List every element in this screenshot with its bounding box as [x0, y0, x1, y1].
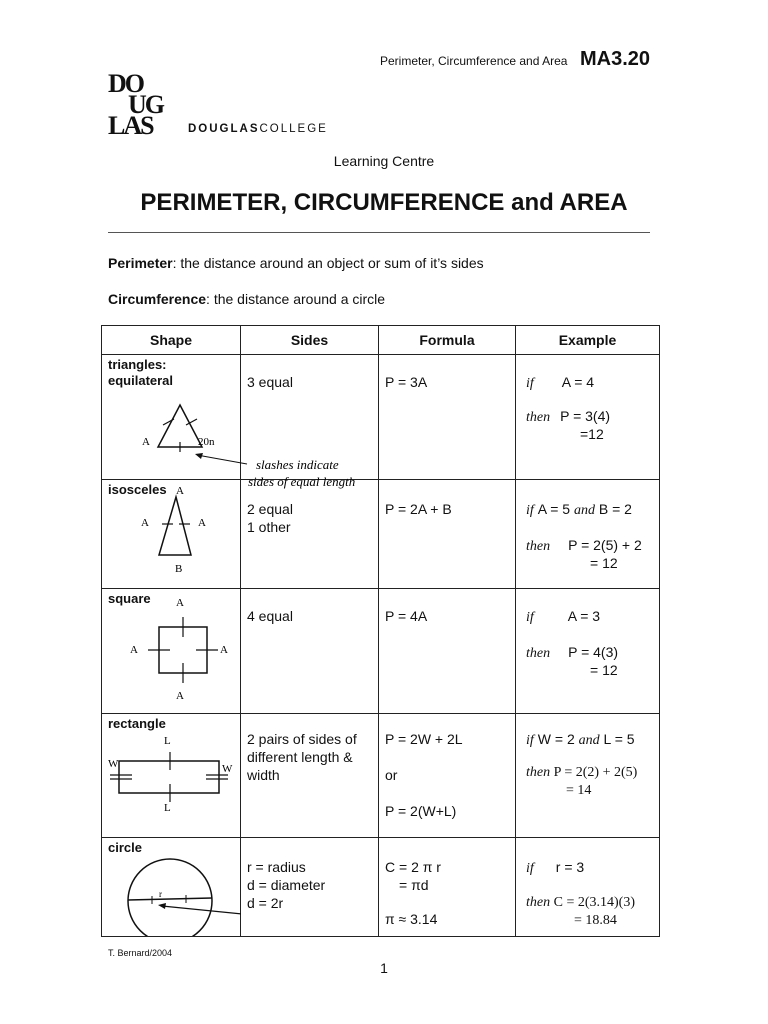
- formula-pi-approx: π ≈ 3.14: [385, 911, 438, 927]
- example-equilateral-if: if A = 4: [526, 374, 595, 391]
- sides-equilateral: 3 equal: [247, 374, 293, 390]
- header-doc-title: Perimeter, Circumference and Area: [380, 54, 568, 68]
- example-circle-result: = 18.84: [574, 913, 617, 928]
- formula-square: P = 4A: [385, 608, 428, 624]
- example-equilateral-result: =12: [580, 426, 604, 442]
- sides-isosceles-line1: 2 equal: [247, 501, 293, 517]
- table-header-row: [102, 326, 660, 355]
- example-rectangle-if: if W = 2 and L = 5: [526, 731, 635, 748]
- example-circle-if: if r = 3: [526, 859, 585, 876]
- sides-isosceles-line2: 1 other: [247, 519, 291, 535]
- example-isosceles-result: = 12: [590, 555, 618, 571]
- square-label-left: A: [130, 644, 138, 656]
- circumference-text: : the distance around a circle: [206, 291, 386, 307]
- formula-circle-1: C = 2 π r: [385, 859, 441, 875]
- formula-table: [101, 325, 660, 937]
- sides-rectangle-line2: different length &: [247, 749, 353, 765]
- logo-mark-line3: LAS: [108, 111, 153, 138]
- perimeter-term: Perimeter: [108, 255, 173, 271]
- college-name: [188, 123, 328, 135]
- square-figure: [102, 589, 241, 713]
- learning-centre-label: Learning Centre: [333, 153, 435, 169]
- rectangle-label-right: W: [222, 763, 233, 775]
- equilateral-label-bottom: A: [176, 485, 184, 497]
- isosceles-label-right: A: [198, 517, 206, 529]
- rectangle-label-left: W: [108, 758, 119, 770]
- perimeter-text: : the distance around an object or sum of it’s sides: [172, 255, 484, 271]
- formula-isosceles: P = 2A + B: [385, 501, 452, 517]
- shape-name-triangles: triangles: equilateral: [108, 357, 174, 388]
- page-title: PERIMETER, CIRCUMFERENCE and AREA: [140, 189, 628, 216]
- formula-rectangle-or: or: [385, 767, 398, 783]
- formula-rectangle-1: P = 2W + 2L: [385, 731, 463, 747]
- rectangle-figure: [102, 714, 241, 837]
- rectangle-label-bottom: L: [164, 802, 171, 814]
- equilateral-label-right: 20n: [198, 436, 215, 448]
- shape-name-circle: circle: [108, 840, 142, 855]
- isosceles-label-left: A: [141, 517, 149, 529]
- sides-square: 4 equal: [247, 608, 293, 624]
- table-row-rectangle: [102, 714, 660, 838]
- page-number: 1: [380, 960, 388, 976]
- sides-rectangle-line1: 2 pairs of sides of: [247, 731, 357, 747]
- example-isosceles-then: then P = 2(5) + 2: [526, 537, 642, 554]
- example-isosceles-if: if A = 5 and B = 2: [526, 501, 632, 518]
- sides-rectangle-line3: width: [247, 767, 280, 783]
- college-name-bold: DOUGLAS: [188, 123, 260, 135]
- example-square-then: then P = 4(3): [526, 644, 619, 661]
- square-label-right: A: [220, 644, 228, 656]
- shape-name-rectangle: rectangle: [108, 716, 166, 731]
- table-row-circle: [102, 838, 660, 937]
- example-rectangle-then: then P = 2(2) + 2(5): [526, 765, 638, 780]
- equilateral-label-left: A: [142, 436, 150, 448]
- formula-equilateral: P = 3A: [385, 374, 428, 390]
- header-example: Example: [516, 326, 660, 355]
- example-square-result: = 12: [590, 662, 618, 678]
- isosceles-triangle-figure: [102, 480, 241, 588]
- example-equilateral-then: then P = 3(4): [526, 408, 611, 425]
- note-line1: slashes indicate: [256, 457, 339, 472]
- logo-mark-line1: DO: [108, 70, 143, 98]
- shape-name-square: square: [108, 591, 151, 606]
- footer-author: T. Bernard/2004: [108, 948, 173, 958]
- circumference-definition: [108, 291, 385, 307]
- douglas-college-logo: [108, 70, 188, 138]
- perimeter-definition: [108, 255, 484, 271]
- sides-circle-d2r: d = 2r: [247, 895, 284, 911]
- title-divider: [108, 232, 650, 233]
- circle-tick-label: r: [159, 889, 162, 899]
- sides-circle-diameter: d = diameter: [247, 877, 326, 893]
- table-row-equilateral: [102, 355, 660, 480]
- example-rectangle-result: = 14: [566, 783, 592, 798]
- square-label-top: A: [176, 597, 184, 609]
- header-sides: Sides: [241, 326, 379, 355]
- logo-mark-line2: UG: [128, 90, 163, 119]
- table-row-square: [102, 589, 660, 714]
- header-doc-code: MA3.20: [580, 48, 651, 70]
- sides-circle-radius: r = radius: [247, 859, 306, 875]
- header-formula: Formula: [379, 326, 516, 355]
- example-square-if: if A = 3: [526, 608, 601, 625]
- circle-figure: [102, 838, 241, 936]
- table-row-isosceles: [102, 480, 660, 589]
- formula-circle-2: = πd: [399, 877, 429, 893]
- isosceles-label-bottom: B: [175, 563, 183, 575]
- shape-name-isosceles: isosceles: [108, 482, 167, 497]
- college-name-light: COLLEGE: [259, 123, 328, 135]
- circumference-term: Circumference: [108, 291, 207, 307]
- formula-rectangle-2: P = 2(W+L): [385, 803, 457, 819]
- square-label-bottom: A: [176, 690, 184, 702]
- example-circle-then: then C = 2(3.14)(3): [526, 895, 635, 910]
- header-shape: Shape: [102, 326, 241, 355]
- note-line2: sides of equal length: [248, 474, 356, 489]
- rectangle-label-top: L: [164, 735, 171, 747]
